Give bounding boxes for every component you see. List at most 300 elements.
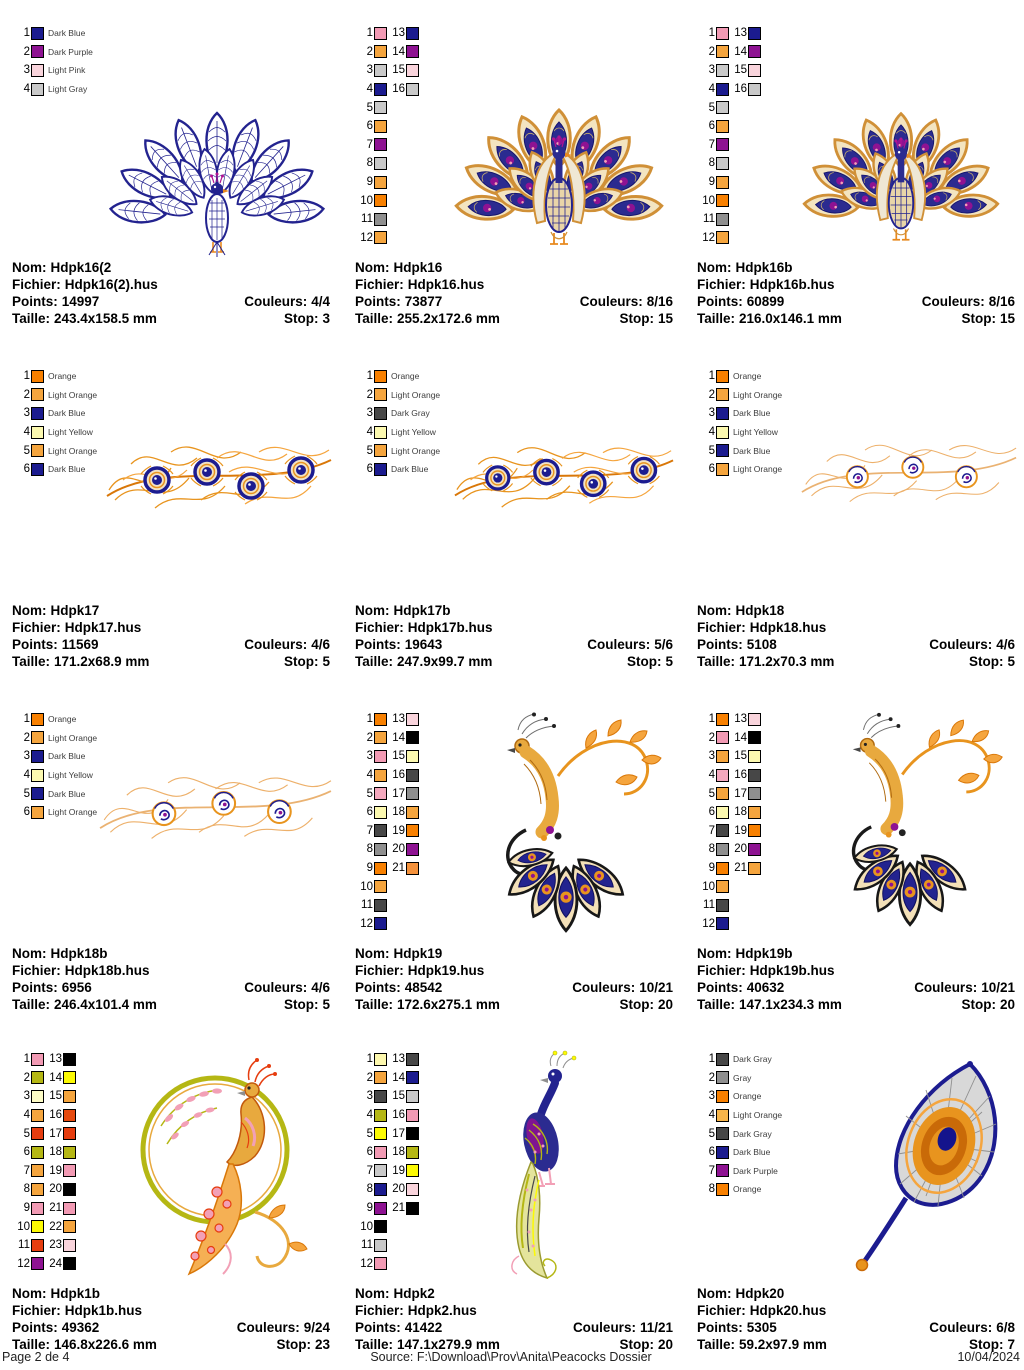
taille-stop-line: Taille: 172.6x275.1 mm Stop: 20 [355, 997, 673, 1012]
swatch-color [374, 27, 387, 40]
swatch-color [374, 769, 387, 782]
swatch-number: 2 [708, 731, 715, 744]
color-swatch-row [14, 1143, 44, 1162]
swatch-number: 19 [392, 824, 405, 837]
color-swatch-row [14, 784, 97, 803]
swatch-color [31, 1202, 44, 1215]
swatch-number: 10 [702, 194, 715, 207]
color-swatch-row [14, 423, 97, 442]
design-card [10, 706, 330, 1018]
color-swatch-row [389, 859, 419, 878]
swatch-number: 2 [366, 1071, 373, 1084]
swatch-color [374, 157, 387, 170]
color-swatch-row [699, 173, 729, 192]
swatch-number: 15 [392, 1090, 405, 1103]
color-swatch-row [731, 710, 761, 729]
swatch-label: Light Orange [48, 445, 98, 456]
swatch-label: Dark Blue [391, 464, 429, 475]
swatch-color [374, 1127, 387, 1140]
swatch-color [716, 120, 729, 133]
swatch-number: 20 [49, 1183, 62, 1196]
swatch-color [374, 83, 387, 96]
date: 10/04/2024 [957, 1350, 1020, 1364]
swatch-label: Light Yellow [733, 427, 778, 438]
color-swatch-row [357, 877, 387, 896]
swatch-number: 20 [392, 843, 405, 856]
color-swatch-row [14, 386, 97, 405]
swatch-color [716, 1090, 729, 1103]
swatch-color [374, 1239, 387, 1252]
taille-stop-line: Taille: 147.1x234.3 mm Stop: 20 [697, 997, 1015, 1012]
peacock-feather-strip-image [105, 428, 333, 523]
swatch-color [31, 45, 44, 58]
color-swatch-row [46, 1143, 76, 1162]
color-swatch-row [14, 1162, 44, 1181]
swatch-number: 19 [392, 1164, 405, 1177]
swatch-color [63, 1071, 76, 1084]
swatch-color [31, 1109, 44, 1122]
swatch-number: 7 [708, 1164, 715, 1177]
color-swatch-row [14, 441, 97, 460]
swatch-number: 16 [392, 769, 405, 782]
color-swatch-row [699, 98, 729, 117]
points-couleurs-line: Points: 14997 Couleurs: 4/4 [12, 294, 330, 309]
color-swatch-row [699, 859, 729, 878]
swatch-color [31, 27, 44, 40]
swatch-color [31, 787, 44, 800]
color-swatch-row [731, 822, 761, 841]
swatch-number: 11 [703, 213, 715, 226]
swatch-color [406, 83, 419, 96]
swatch-number: 4 [708, 83, 715, 96]
swatch-color [748, 843, 761, 856]
color-swatch-row [699, 766, 729, 785]
swatch-number: 16 [49, 1109, 62, 1122]
swatch-label: Dark Blue [48, 28, 86, 39]
swatch-color [748, 731, 761, 744]
color-swatch-row [699, 1180, 782, 1199]
color-swatch-row [731, 80, 761, 99]
color-swatch-row [14, 1217, 44, 1236]
swatch-number: 2 [708, 388, 715, 401]
color-swatch-row [699, 877, 729, 896]
swatch-number: 15 [49, 1090, 62, 1103]
fichier-line: Fichier: Hdpk19.hus [355, 963, 485, 978]
swatch-number: 6 [23, 806, 30, 819]
design-card [353, 1046, 673, 1358]
swatch-color [374, 1202, 387, 1215]
swatch-number: 16 [734, 83, 747, 96]
nom-line: Nom: Hdpk18 [697, 603, 785, 618]
swatch-number: 2 [366, 731, 373, 744]
swatch-color [716, 426, 729, 439]
design-meta [355, 259, 673, 327]
color-swatch-row [357, 43, 387, 62]
swatch-color [374, 1164, 387, 1177]
swatch-label: Light Orange [733, 1110, 783, 1121]
swatch-color [374, 45, 387, 58]
swatch-number: 4 [708, 769, 715, 782]
fichier-line: Fichier: Hdpk16(2).hus [12, 277, 158, 292]
color-swatch-row [357, 896, 387, 915]
swatch-number: 3 [366, 64, 373, 77]
swatch-color [374, 426, 387, 439]
swatch-color [406, 64, 419, 77]
swatch-color [63, 1202, 76, 1215]
taille-stop-line: Taille: 146.8x226.6 mm Stop: 23 [12, 1337, 330, 1352]
color-swatch-row [14, 43, 93, 62]
swatch-color [406, 1127, 419, 1140]
swatch-number: 4 [23, 769, 30, 782]
swatch-number: 10 [17, 1220, 30, 1233]
fichier-line: Fichier: Hdpk1b.hus [12, 1303, 143, 1318]
design-card [10, 363, 330, 675]
swatch-color [716, 769, 729, 782]
swatch-number: 8 [708, 157, 715, 170]
swatch-number: 13 [734, 713, 747, 726]
design-meta [12, 259, 330, 327]
color-swatch-row [389, 729, 419, 748]
swatch-color [374, 731, 387, 744]
swatch-color [31, 64, 44, 77]
color-swatch-row [14, 1069, 44, 1088]
swatch-color [716, 862, 729, 875]
nom-line: Nom: Hdpk20 [697, 1286, 785, 1301]
swatch-number: 23 [49, 1239, 62, 1252]
swatch-number: 3 [708, 750, 715, 763]
swatch-number: 12 [702, 231, 715, 244]
peacock-fan-color-image [438, 53, 680, 257]
points-couleurs-line: Points: 48542 Couleurs: 10/21 [355, 980, 673, 995]
swatch-number: 15 [392, 750, 405, 763]
points-couleurs-line: Points: 40632 Couleurs: 10/21 [697, 980, 1015, 995]
swatch-number: 15 [734, 64, 747, 77]
color-swatch-row [389, 61, 419, 80]
swatch-number: 2 [708, 1071, 715, 1084]
swatch-color [63, 1239, 76, 1252]
swatch-number: 1 [23, 713, 30, 726]
swatch-number: 12 [702, 917, 715, 930]
design-meta [12, 602, 330, 670]
swatch-color [31, 1127, 44, 1140]
swatch-color [716, 1053, 729, 1066]
design-meta [697, 602, 1015, 670]
swatch-color [31, 444, 44, 457]
swatch-color [716, 843, 729, 856]
swatch-color [406, 862, 419, 875]
taille-stop-line: Taille: 243.4x158.5 mm Stop: 3 [12, 311, 330, 326]
swatch-color [716, 1183, 729, 1196]
swatch-color [31, 1053, 44, 1066]
swatch-label: Light Orange [391, 389, 441, 400]
swatch-number: 5 [708, 101, 715, 114]
color-swatch-row [357, 822, 387, 841]
swatch-color [748, 27, 761, 40]
swatch-number: 6 [366, 1146, 373, 1159]
single-peacock-feather-image [830, 1058, 1012, 1274]
design-meta [12, 945, 330, 1013]
color-swatch-row [357, 1106, 387, 1125]
color-swatch-row [389, 1143, 419, 1162]
swatch-color [63, 1109, 76, 1122]
swatch-color [406, 824, 419, 837]
points-couleurs-line: Points: 60899 Couleurs: 8/16 [697, 294, 1015, 309]
color-swatch-row [46, 1180, 76, 1199]
swatch-number: 8 [23, 1183, 30, 1196]
color-swatch-row [699, 460, 782, 479]
swatch-number: 2 [23, 1071, 30, 1084]
swatch-color [374, 806, 387, 819]
swatch-label: Dark Blue [48, 788, 86, 799]
swatch-number: 18 [392, 1146, 405, 1159]
swatch-color [63, 1164, 76, 1177]
swatch-number: 14 [392, 731, 405, 744]
swatch-label: Dark Purple [48, 46, 93, 57]
color-swatch-row [389, 1087, 419, 1106]
swatch-number: 3 [366, 750, 373, 763]
swatch-number: 1 [23, 1053, 30, 1066]
swatch-number: 10 [360, 194, 373, 207]
swatch-number: 13 [392, 713, 405, 726]
design-card [353, 706, 673, 1018]
swatch-number: 14 [49, 1071, 62, 1084]
swatch-number: 8 [708, 1183, 715, 1196]
points-couleurs-line: Points: 5108 Couleurs: 4/6 [697, 637, 1015, 652]
color-swatch-row [14, 1087, 44, 1106]
swatch-number: 7 [366, 1164, 373, 1177]
color-legend [357, 1050, 419, 1273]
color-swatch-row [699, 136, 729, 155]
swatch-label: Light Gray [48, 84, 88, 95]
swatch-number: 1 [708, 713, 715, 726]
swatch-color [406, 27, 419, 40]
swatch-number: 3 [23, 407, 30, 420]
color-swatch-row [46, 1106, 76, 1125]
peacock-fan-outline-image [88, 52, 346, 266]
swatch-number: 14 [734, 45, 747, 58]
nom-line: Nom: Hdpk1b [12, 1286, 101, 1301]
color-swatch-row [14, 1106, 44, 1125]
swatch-color [374, 843, 387, 856]
swatch-color [406, 1090, 419, 1103]
swatch-label: Dark Purple [733, 1165, 778, 1176]
color-swatch-row [14, 1199, 44, 1218]
nom-line: Nom: Hdpk18b [12, 946, 108, 961]
color-swatch-row [14, 1255, 44, 1274]
swatch-color [716, 407, 729, 420]
swatch-color [406, 750, 419, 763]
peacock-feather-strip-image [453, 428, 675, 523]
swatch-number: 1 [366, 27, 373, 40]
color-swatch-row [46, 1162, 76, 1181]
color-swatch-row [699, 822, 729, 841]
color-swatch-row [389, 1069, 419, 1088]
color-swatch-row [699, 896, 729, 915]
color-swatch-row [357, 803, 387, 822]
color-swatch-row [389, 1050, 419, 1069]
swatch-color [374, 787, 387, 800]
swatch-number: 5 [23, 787, 30, 800]
design-card [695, 20, 1015, 332]
swatch-color [716, 176, 729, 189]
swatch-color [374, 750, 387, 763]
swatch-color [748, 64, 761, 77]
color-swatch-row [357, 1069, 387, 1088]
color-swatch-row [14, 367, 97, 386]
swatch-label: Orange [391, 371, 420, 382]
color-swatch-row [14, 61, 93, 80]
swatch-number: 20 [734, 843, 747, 856]
color-swatch-row [699, 191, 729, 210]
color-swatch-row [357, 191, 387, 210]
swatch-label: Light Orange [391, 445, 441, 456]
swatch-number: 5 [23, 1127, 30, 1140]
swatch-number: 6 [708, 806, 715, 819]
swatch-color [374, 101, 387, 114]
color-legend [14, 1050, 76, 1273]
swatch-number: 14 [734, 731, 747, 744]
color-swatch-row [357, 784, 387, 803]
color-swatch-row [699, 1087, 782, 1106]
swatch-color [716, 213, 729, 226]
swatch-color [716, 101, 729, 114]
swatch-label: Light Orange [733, 464, 783, 475]
swatch-number: 1 [708, 27, 715, 40]
color-swatch-row [389, 1180, 419, 1199]
color-legend [14, 710, 97, 859]
swatch-number: 11 [361, 899, 373, 912]
swatch-color [406, 731, 419, 744]
swatch-color [716, 463, 729, 476]
color-swatch-row [389, 80, 419, 99]
color-swatch-row [357, 460, 440, 479]
swatch-color [31, 1090, 44, 1103]
fichier-line: Fichier: Hdpk20.hus [697, 1303, 827, 1318]
swatch-number: 11 [361, 213, 373, 226]
swatch-number: 6 [366, 806, 373, 819]
swatch-number: 3 [23, 750, 30, 763]
swatch-number: 5 [708, 787, 715, 800]
color-swatch-row [699, 747, 729, 766]
swatch-color [716, 806, 729, 819]
swatch-number: 5 [366, 1127, 373, 1140]
color-swatch-row [357, 1217, 387, 1236]
color-swatch-row [357, 1087, 387, 1106]
swatch-number: 1 [366, 370, 373, 383]
swatch-color [31, 388, 44, 401]
swatch-number: 12 [17, 1257, 30, 1270]
color-swatch-row [14, 404, 97, 423]
swatch-label: Dark Blue [48, 408, 86, 419]
swatch-number: 7 [23, 1164, 30, 1177]
nom-line: Nom: Hdpk17 [12, 603, 100, 618]
swatch-number: 7 [708, 138, 715, 151]
color-swatch-row [357, 859, 387, 878]
color-swatch-row [389, 1199, 419, 1218]
swatch-color [374, 880, 387, 893]
swatch-number: 19 [49, 1164, 62, 1177]
color-swatch-row [389, 766, 419, 785]
swatch-number: 12 [360, 231, 373, 244]
color-swatch-row [357, 766, 387, 785]
color-swatch-row [699, 404, 782, 423]
swatch-number: 17 [49, 1127, 62, 1140]
swatch-color [31, 426, 44, 439]
swatch-color [748, 824, 761, 837]
fichier-line: Fichier: Hdpk17b.hus [355, 620, 493, 635]
swatch-number: 18 [734, 806, 747, 819]
color-swatch-row [699, 43, 729, 62]
color-swatch-row [46, 1069, 76, 1088]
swatch-color [406, 1202, 419, 1215]
swatch-color [31, 1071, 44, 1084]
swatch-label: Light Orange [733, 389, 783, 400]
swatch-color [31, 83, 44, 96]
swatch-color [748, 713, 761, 726]
peacock-on-ring-image [105, 1052, 330, 1282]
swatch-number: 3 [23, 1090, 30, 1103]
swatch-color [716, 1109, 729, 1122]
taille-stop-line: Taille: 246.4x101.4 mm Stop: 5 [12, 997, 330, 1012]
swatch-color [31, 731, 44, 744]
swatch-number: 16 [734, 769, 747, 782]
swatch-color [374, 899, 387, 912]
color-swatch-row [699, 154, 729, 173]
swatch-label: Light Orange [48, 389, 98, 400]
swatch-number: 8 [708, 843, 715, 856]
swatch-color [374, 370, 387, 383]
swatch-number: 9 [366, 1202, 373, 1215]
swatch-color [374, 231, 387, 244]
color-swatch-row [357, 154, 387, 173]
swatch-number: 17 [392, 787, 405, 800]
points-couleurs-line: Points: 73877 Couleurs: 8/16 [355, 294, 673, 309]
swatch-label: Dark Gray [733, 1128, 772, 1139]
points-couleurs-line: Points: 11569 Couleurs: 4/6 [12, 637, 330, 652]
swatch-number: 5 [23, 444, 30, 457]
swatch-number: 7 [366, 824, 373, 837]
swatch-color [748, 83, 761, 96]
color-swatch-row [14, 460, 97, 479]
color-swatch-row [357, 80, 387, 99]
swatch-color [63, 1220, 76, 1233]
swatch-label: Light Orange [48, 807, 98, 818]
swatch-color [748, 45, 761, 58]
swatch-number: 9 [708, 176, 715, 189]
swatch-number: 6 [23, 1146, 30, 1159]
color-swatch-row [699, 441, 782, 460]
fichier-line: Fichier: Hdpk18b.hus [12, 963, 150, 978]
color-swatch-row [357, 1199, 387, 1218]
nom-line: Nom: Hdpk17b [355, 603, 451, 618]
color-swatch-row [357, 1255, 387, 1274]
swatch-number: 9 [708, 862, 715, 875]
nom-line: Nom: Hdpk16 [355, 260, 443, 275]
swatch-color [31, 1220, 44, 1233]
design-meta [697, 945, 1015, 1013]
swatch-color [748, 862, 761, 875]
swatch-color [31, 769, 44, 782]
swatch-color [406, 1183, 419, 1196]
color-swatch-row [357, 1162, 387, 1181]
swatch-number: 17 [392, 1127, 405, 1140]
color-swatch-row [357, 441, 440, 460]
swatch-color [374, 407, 387, 420]
peacock-drooping-tail-image [813, 712, 1009, 934]
swatch-number: 18 [49, 1146, 62, 1159]
color-swatch-row [389, 710, 419, 729]
swatch-label: Orange [48, 371, 77, 382]
